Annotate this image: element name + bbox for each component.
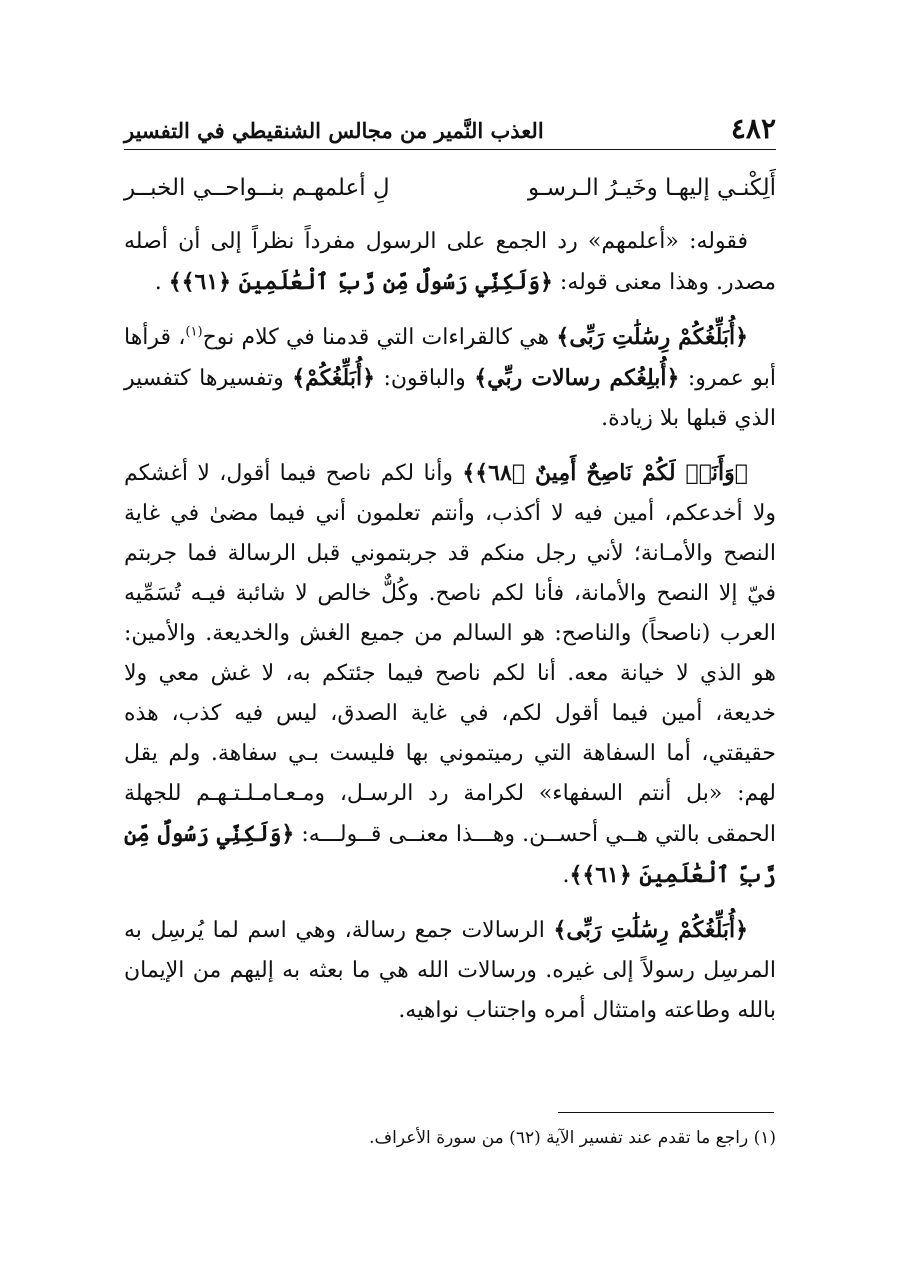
verse-second-hemistich: لِ أعلمهـم بنــواحــي الخبــر [124, 175, 390, 201]
quran-quote: ﴿وَلَكِنِّي رَسُولٌ مِّن رَّبِّ ٱلْعَٰلَمِينَ ﴿٦١﴾﴾ [124, 821, 776, 888]
paragraph-2 [124, 317, 776, 439]
quran-quote: ﴿أُبَلِّغُكُمْ رِسَٰلَٰتِ رَبِّى﴾ [553, 917, 748, 943]
page-header [124, 105, 776, 150]
paragraph-text: ، قرأها أبو عمرو: [124, 325, 777, 391]
paragraph-text: وتفسيرها كتفسير الذي قبلها بلا زيادة. [124, 366, 776, 431]
paragraph-text: وأنا لكم ناصح فيما أقول، لا أغشكم ولا أخدعكم، أمين فيه لا أكذب، وأنتم تعلمون أني فيما مضىٰ في غاية النصح والأمـانة؛ لأني رجل منكم قد جربتموني قبل الرسالة فما جربتم فيّ إلا النصح والأمانة، فأنا لكم ناصح. وكُلٌّ خالص لا شائبة فيـه تُسَمِّيه العرب (ناصحاً) والناصح: هو السالم من جميع الغش والخديعة. والأمين: هو الذي لا خيانة معه. أنا لكم ناصح فيما جئتكم به، لا غش معي ولا خديعة، أمين فيما أقول لكم، في غاية الصدق، ليس فيه كذب، هذه حقيقتي، أما السفاهة التي رميتموني بها فليست بـي سفاهة. ولم يقل لهم: «بل أنتم السفهاء» لكرامة رد الرسـل، ومـعـامـلـتـهـم للجهلة الحمقى بالتي هــي أحســن. وهـــذا معنــى قــولـــه: [124, 461, 776, 847]
paragraph-text: هي كالقراءات التي قدمنا في كلام نوح [202, 325, 557, 350]
verse-first-hemistich: أَلِكْنـي إليهـا وخَيـرُ الـرسـو [528, 175, 776, 201]
poetry-verse [124, 168, 776, 208]
quran-quote: ﴿وَأَنَا۠ لَكُمْ نَاصِحٌ أَمِينٌ ﴿٦٨﴾﴾ [462, 460, 748, 486]
paragraph-text: . [562, 863, 570, 888]
quran-quote: ﴿أُبلِغُكم رسالات ربِّي﴾ [474, 365, 680, 391]
page-number: ٤٨٢ [730, 112, 776, 145]
paragraph-4 [124, 910, 776, 1031]
paragraph-3 [124, 453, 776, 896]
footnote-divider [558, 1112, 774, 1113]
paragraph-text: والباقون: [374, 366, 475, 391]
quran-quote: ﴿أُبَلِّغُكُمْ رِسَٰلَٰتِ رَبِّى﴾ [556, 324, 748, 350]
paragraph-text: فقوله: «أعلمهم» رد الجمع على الرسول مفرداً نظراً إلى أن أصله مصدر. وهذا معنى قوله: [124, 229, 776, 295]
quran-quote: ﴿وَلَكِنِّي رَسُولٌ مِّن رَّبِّ ٱلْعَٰلَمِينَ ﴿٦١﴾﴾ [168, 269, 553, 295]
paragraph-text: . [154, 270, 169, 295]
paragraph-text: الرسالات جمع رسالة، وهي اسم لما يُرسِل به المرسِل رسولاً إلى غيره. ورسالات الله هي ما بعثه به إليهم من الإيمان بالله وطاعته وامتثال أمره واجتناب نواهيه. [124, 918, 776, 1023]
quran-quote: ﴿أُبَلِّغُكُمْ﴾ [292, 365, 375, 391]
footnote-marker[interactable]: (١) [185, 324, 203, 340]
running-title: العذب النَّمير من مجالس الشنقيطي في التفسير [124, 118, 544, 143]
paragraph-1 [124, 222, 776, 303]
body-text [124, 222, 776, 1045]
footnote: (١) راجع ما تقدم عند تفسير الآية (٦٢) من سورة الأعراف. [369, 1128, 776, 1148]
